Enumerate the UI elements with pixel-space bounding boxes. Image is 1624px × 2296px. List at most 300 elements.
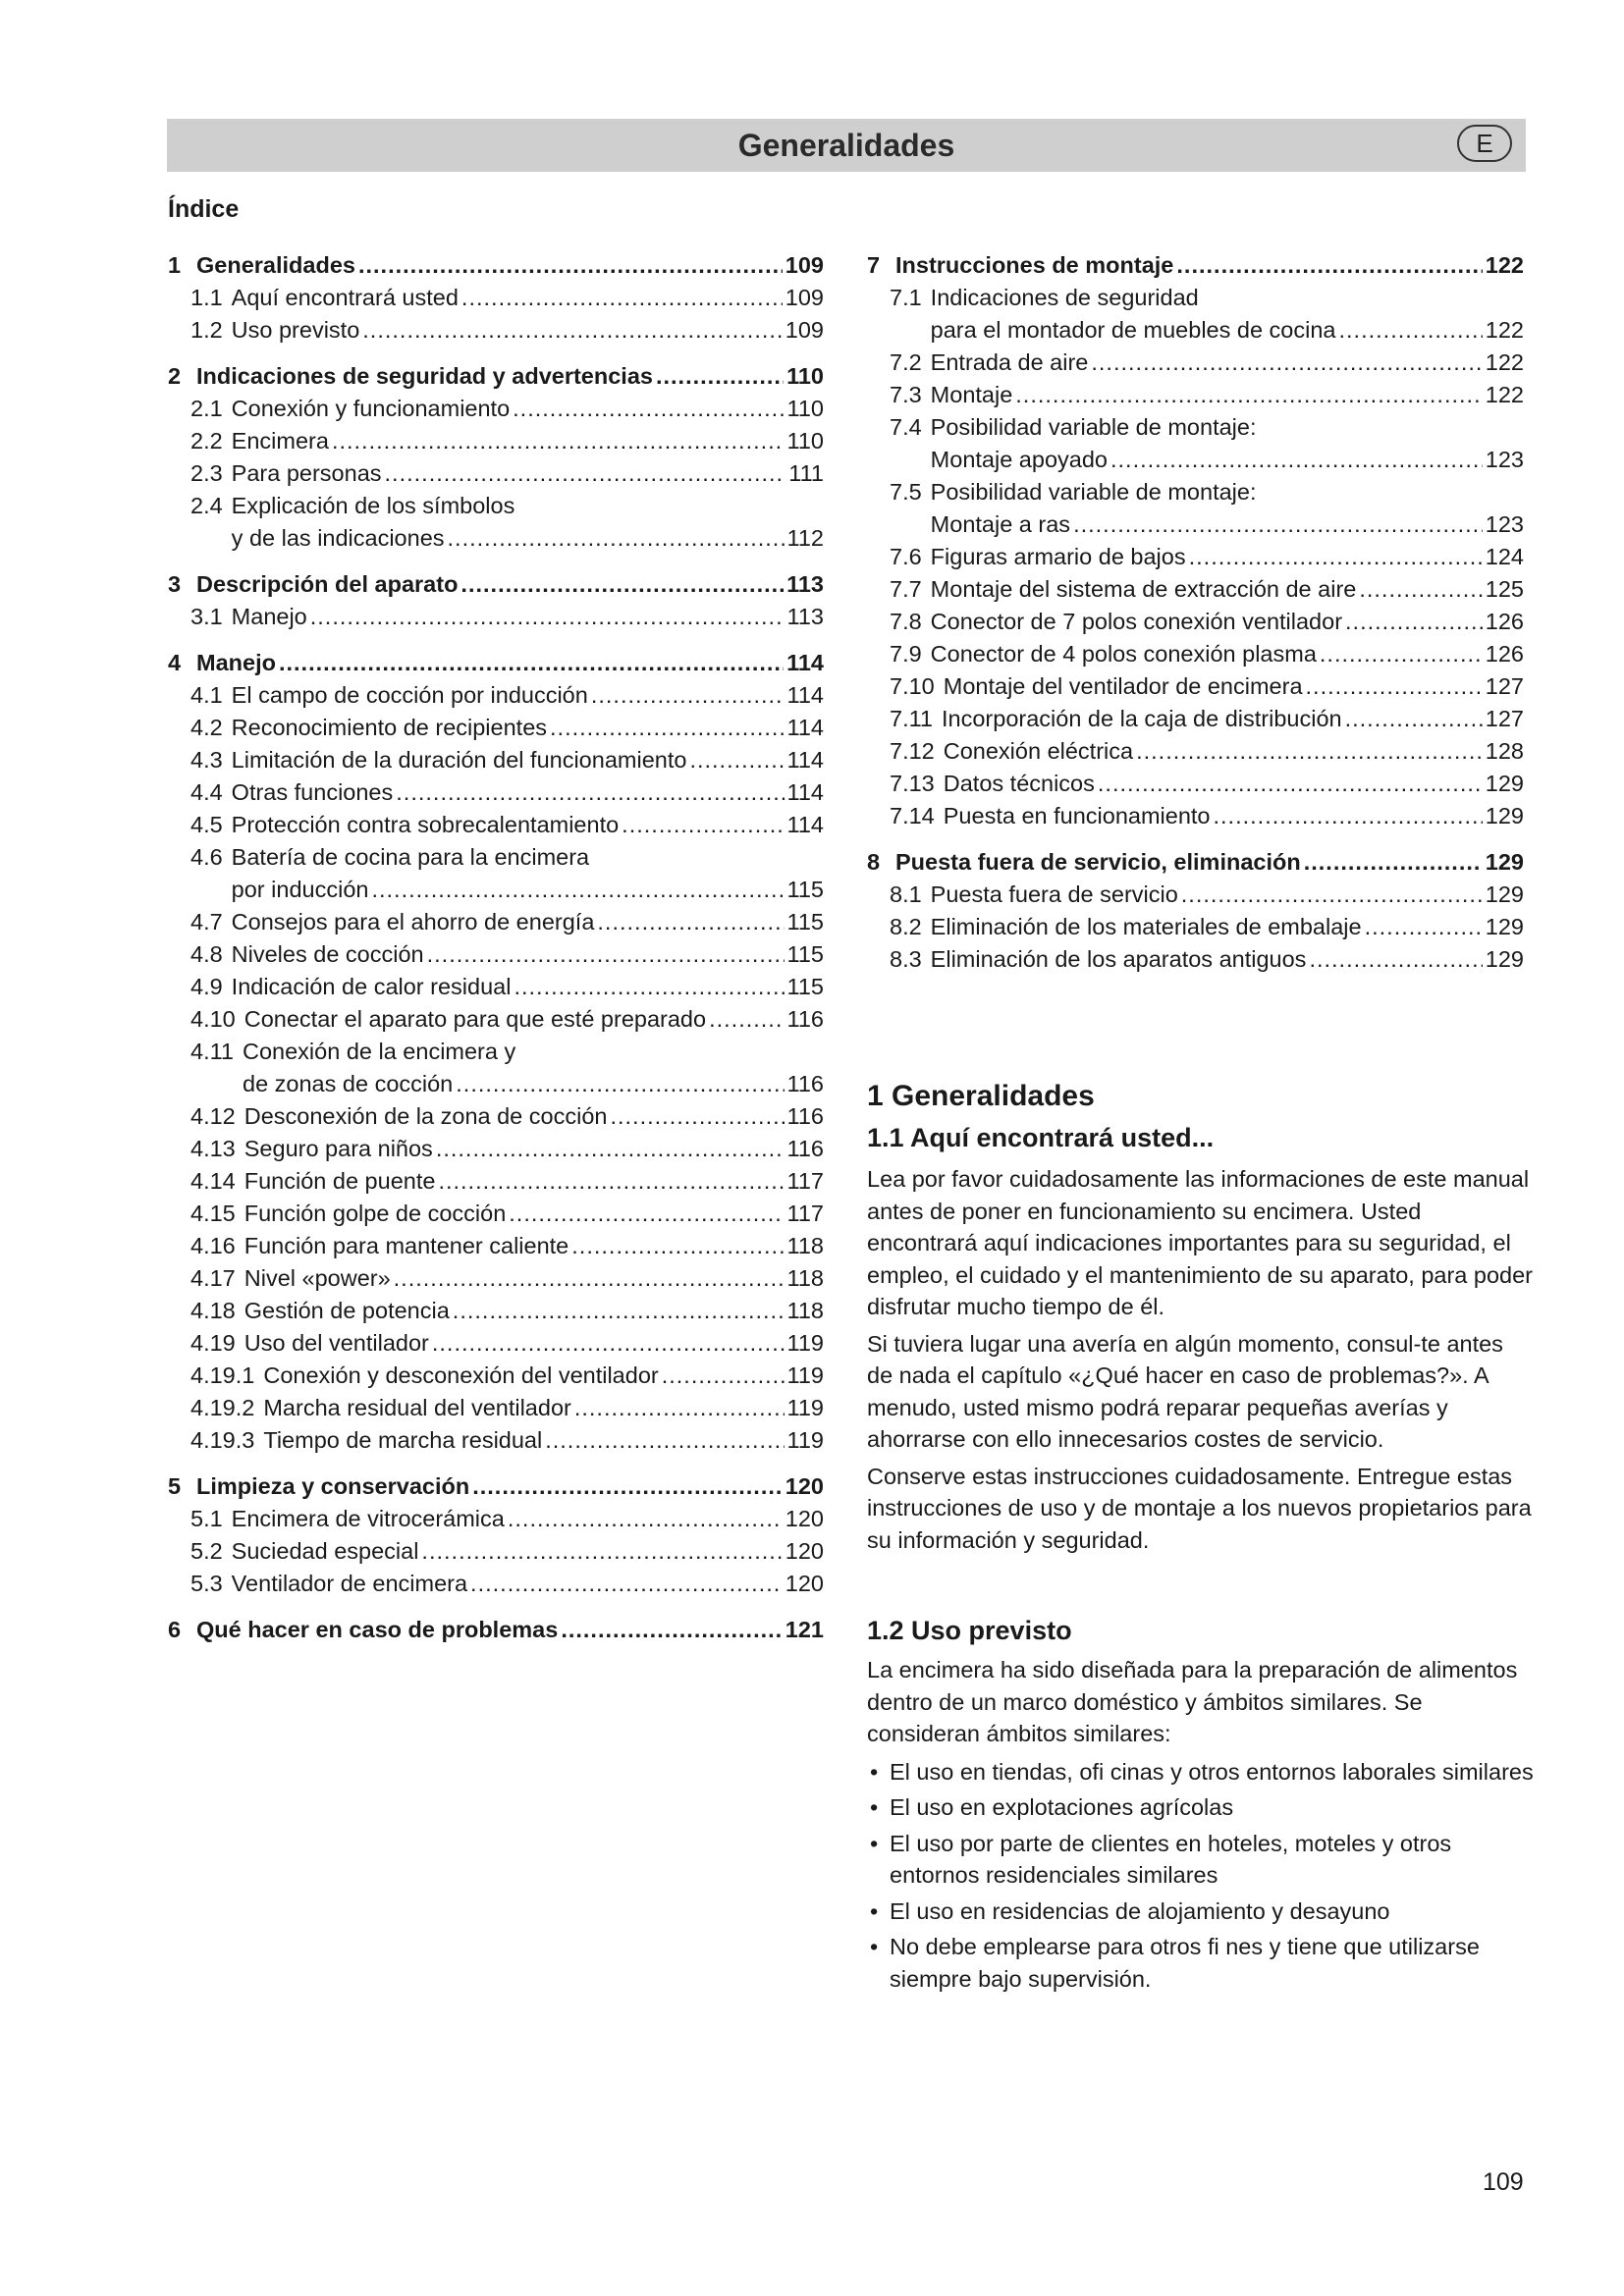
toc-number: 5.2 <box>190 1538 223 1564</box>
toc-page: 119 <box>786 1427 824 1453</box>
toc-page: 129 <box>1485 849 1524 875</box>
toc-label: Conexión eléctrica <box>943 738 1134 764</box>
toc-number: 7.14 <box>890 803 935 828</box>
toc-page: 124 <box>1485 544 1524 569</box>
paragraph: Si tuviera lugar una avería en algún momento, consul-te antes de nada el capítulo «¿Qué hacer en caso de problemas?». A menudo, usted mismo podrá reparar pequeñas averías y ahorrarse con ello innecesarios costes de servicio. <box>867 1330 1503 1452</box>
toc-entry <box>168 809 824 841</box>
toc-leader <box>453 1295 785 1327</box>
toc-entry <box>168 938 824 971</box>
toc-leader <box>436 1133 785 1165</box>
toc-entry <box>867 347 1524 379</box>
toc-leader <box>1214 800 1483 832</box>
toc-leader <box>358 249 783 282</box>
toc-chapter <box>168 1614 824 1646</box>
toc-number: 2 <box>168 363 182 389</box>
toc-entry <box>168 1165 824 1198</box>
toc-label: y de las indicaciones <box>231 525 445 551</box>
toc-page: 122 <box>1485 252 1524 278</box>
toc-page: 111 <box>788 460 824 486</box>
toc-label: Eliminación de los materiales de embalaje <box>930 914 1362 939</box>
toc-section <box>168 249 824 347</box>
toc-number: 2.3 <box>190 460 223 486</box>
toc-section <box>168 647 824 1457</box>
toc-number: 7 <box>867 252 881 278</box>
toc-entry <box>168 906 824 938</box>
toc-number: 7.11 <box>890 706 933 731</box>
toc-number: 7.3 <box>890 382 922 407</box>
toc-section <box>168 360 824 555</box>
toc-page: 114 <box>786 682 824 708</box>
toc-number: 3 <box>168 571 182 597</box>
toc-leader <box>1015 379 1483 411</box>
toc-leader <box>514 971 784 1003</box>
toc-label: por inducción <box>231 877 369 902</box>
toc-label: Limitación de la duración del funcionamiento <box>231 747 687 773</box>
toc-section <box>168 1470 824 1600</box>
toc-leader <box>310 601 785 633</box>
bullet-list <box>867 1756 1535 1996</box>
toc-leader <box>662 1360 785 1392</box>
toc-number: 7.1 <box>890 285 922 310</box>
toc-page: 114 <box>786 715 824 740</box>
toc-entry <box>168 1295 824 1327</box>
toc-number: 4.10 <box>190 1006 236 1032</box>
toc-label: Conexión de la encimera y <box>243 1039 516 1064</box>
toc-number: 1 <box>168 252 182 278</box>
toc-chapter <box>168 1470 824 1503</box>
toc-entry <box>168 490 824 522</box>
paragraph: Lea por favor cuidadosamente las informaciones de este manual antes de poner en funcionamiento su encimera. Usted encontrará aquí indicaciones importantes para su seguridad, el empleo, el cuidado y el mantenimiento de su aparato, para poder disfrutar mucho tiempo de él. <box>867 1166 1534 1319</box>
toc-entry <box>867 911 1524 943</box>
toc-entry <box>168 1036 824 1068</box>
toc-entry <box>168 393 824 425</box>
toc-number: 1.2 <box>190 317 223 343</box>
toc-label: de zonas de cocción <box>243 1071 454 1096</box>
toc-number: 4.12 <box>190 1103 236 1129</box>
toc-number: 4.6 <box>190 844 223 870</box>
language-badge: E <box>1457 125 1512 162</box>
toc-entry <box>168 1100 824 1133</box>
toc-label: Seguro para niños <box>244 1136 433 1161</box>
toc-page: 121 <box>785 1617 824 1642</box>
toc-entry <box>168 1424 824 1457</box>
toc-label: para el montador de muebles de cocina <box>930 317 1336 343</box>
toc-label: Conexión y desconexión del ventilador <box>263 1362 659 1388</box>
toc-page: 123 <box>1485 511 1524 537</box>
toc-label: Posibilidad variable de montaje: <box>930 414 1257 440</box>
toc-section <box>867 249 1524 832</box>
toc-label: Entrada de aire <box>930 349 1089 375</box>
toc-leader <box>385 457 786 490</box>
toc-page: 122 <box>1485 382 1524 407</box>
toc-number: 7.12 <box>890 738 935 764</box>
toc-page: 109 <box>785 252 824 278</box>
toc-entry <box>168 1392 824 1424</box>
toc-number: 4.1 <box>190 682 223 708</box>
toc-section <box>168 568 824 633</box>
toc-leader <box>394 1262 785 1295</box>
toc-leader <box>689 744 784 776</box>
toc-label: Ventilador de encimera <box>231 1571 468 1596</box>
toc-label: El campo de cocción por inducción <box>231 682 588 708</box>
toc-label: Función para mantener caliente <box>244 1233 569 1258</box>
toc-number: 7.2 <box>890 349 922 375</box>
list-item: • No debe emplearse para otros fi nes y tiene que utilizarse siempre bajo supervisión. <box>867 1931 1535 1995</box>
toc-number: 4.19.1 <box>190 1362 255 1388</box>
toc-page: 116 <box>786 1006 824 1032</box>
toc-number: 1.1 <box>190 285 223 310</box>
toc-number: 4.9 <box>190 974 223 999</box>
toc-leader <box>1309 943 1482 976</box>
toc-leader <box>1365 911 1483 943</box>
toc-label: Datos técnicos <box>943 771 1095 796</box>
toc-leader <box>550 712 785 744</box>
toc-leader <box>709 1003 784 1036</box>
toc-label: Tiempo de marcha residual <box>263 1427 543 1453</box>
toc-page: 122 <box>1485 349 1524 375</box>
toc-label: Manejo <box>231 604 307 629</box>
toc-number: 8.3 <box>890 946 922 972</box>
toc-entry <box>168 314 824 347</box>
toc-number: 4.11 <box>190 1039 234 1064</box>
toc-entry <box>867 703 1524 735</box>
toc-page: 110 <box>786 428 824 454</box>
toc-number: 7.13 <box>890 771 935 796</box>
toc-label: Uso del ventilador <box>244 1330 429 1356</box>
paragraph: Conserve estas instrucciones cuidadosamente. Entregue estas instrucciones de uso y de montaje a los nuevos propietarios para su información y seguridad. <box>867 1463 1532 1553</box>
toc-label: Consejos para el ahorro de energía <box>231 909 595 934</box>
toc-page: 118 <box>786 1233 824 1258</box>
toc-label: Suciedad especial <box>231 1538 419 1564</box>
toc-number: 4.19 <box>190 1330 236 1356</box>
toc-entry <box>168 1262 824 1295</box>
toc-entry <box>867 879 1524 911</box>
toc-number: 5 <box>168 1473 182 1499</box>
toc-entry <box>168 712 824 744</box>
toc-entry <box>168 1133 824 1165</box>
toc-number: 4.7 <box>190 909 223 934</box>
toc-leader <box>1338 314 1482 347</box>
toc-leader <box>1306 670 1483 703</box>
toc-page: 114 <box>786 747 824 773</box>
toc-chapter <box>168 568 824 601</box>
toc-label: Descripción del aparato <box>196 571 459 597</box>
toc-leader <box>461 282 783 314</box>
toc-entry <box>168 1327 824 1360</box>
toc-entry <box>168 425 824 457</box>
toc-leader <box>279 647 784 679</box>
toc-leader <box>1320 638 1483 670</box>
bullet-icon: • <box>870 1934 879 1959</box>
toc-leader <box>513 393 784 425</box>
toc-page: 114 <box>786 779 824 805</box>
subsection-heading: 1.1 Aquí encontrará usted... <box>867 1123 1215 1152</box>
toc-label: Aquí encontrará usted <box>231 285 459 310</box>
toc-number: 7.9 <box>890 641 922 667</box>
toc-number: 2.4 <box>190 493 223 518</box>
toc-leader <box>1181 879 1483 911</box>
toc-page: 110 <box>786 363 824 389</box>
toc-section <box>867 846 1524 976</box>
toc-number: 7.4 <box>890 414 922 440</box>
toc-label: Puesta en funcionamiento <box>943 803 1211 828</box>
toc-page: 119 <box>786 1395 824 1420</box>
toc-leader <box>574 1392 785 1424</box>
toc-label: Conector de 4 polos conexión plasma <box>930 641 1317 667</box>
toc-entry <box>168 1360 824 1392</box>
toc-leader <box>561 1614 782 1646</box>
toc-label: Montaje del sistema de extracción de aire <box>930 576 1357 602</box>
toc-page: 115 <box>786 909 824 934</box>
toc-number: 4.13 <box>190 1136 236 1161</box>
toc-label: Reconocimiento de recipientes <box>231 715 548 740</box>
toc-entry <box>168 1503 824 1535</box>
toc-leader <box>656 360 784 393</box>
toc-number: 8.2 <box>890 914 922 939</box>
toc-page: 114 <box>786 812 824 837</box>
toc-page: 116 <box>786 1136 824 1161</box>
toc-label: Batería de cocina para la encimera <box>231 844 590 870</box>
toc-page: 119 <box>786 1330 824 1356</box>
toc-number: 4.17 <box>190 1265 236 1291</box>
toc-number: 4.14 <box>190 1168 236 1194</box>
toc-leader <box>1136 735 1483 768</box>
toc-page: 114 <box>786 650 824 675</box>
toc-chapter <box>168 249 824 282</box>
toc-page: 120 <box>785 1571 824 1596</box>
list-item: • El uso en explotaciones agrícolas <box>867 1791 1535 1824</box>
toc-leader <box>448 522 785 555</box>
toc-label: Figuras armario de bajos <box>930 544 1186 569</box>
toc-page: 127 <box>1485 706 1524 731</box>
toc-entry <box>867 476 1524 508</box>
toc-page: 122 <box>1485 317 1524 343</box>
page-title: Generalidades <box>737 128 955 163</box>
toc-entry <box>867 411 1524 444</box>
toc-entry <box>867 314 1524 347</box>
list-item: • El uso por parte de clientes en hoteles, moteles y otros entornos residenciales similares <box>867 1828 1535 1892</box>
toc-chapter <box>867 249 1524 282</box>
toc-entry <box>867 670 1524 703</box>
toc-label: Indicaciones de seguridad <box>930 285 1199 310</box>
toc-label: Niveles de cocción <box>231 941 424 967</box>
toc-entry <box>867 508 1524 541</box>
page-number: 109 <box>1483 2168 1524 2196</box>
toc-page: 118 <box>786 1265 824 1291</box>
toc-leader <box>545 1424 784 1457</box>
toc-label: Explicación de los símbolos <box>231 493 515 518</box>
toc-entry <box>867 379 1524 411</box>
toc-number: 4.2 <box>190 715 223 740</box>
list-item: • El uso en residencias de alojamiento y desayuno <box>867 1896 1535 1928</box>
toc-label: Limpieza y conservación <box>196 1473 470 1499</box>
toc-number: 4 <box>168 650 182 675</box>
toc-leader <box>597 906 784 938</box>
toc-page: 115 <box>786 877 824 902</box>
toc-leader <box>571 1230 784 1262</box>
subsection-heading: 1.2 Uso previsto <box>867 1616 1072 1645</box>
toc-entry <box>168 457 824 490</box>
toc-entry <box>168 1230 824 1262</box>
toc-leader <box>432 1327 785 1360</box>
toc-page: 120 <box>785 1538 824 1564</box>
toc-entry <box>168 679 824 712</box>
toc-number: 2.2 <box>190 428 223 454</box>
toc-leader <box>1110 444 1483 476</box>
toc-label: Indicación de calor residual <box>231 974 512 999</box>
toc-label: Instrucciones de montaje <box>895 252 1174 278</box>
toc-right-column <box>867 249 1524 989</box>
bullet-icon: • <box>870 1830 879 1856</box>
toc-entry <box>867 444 1524 476</box>
toc-page: 115 <box>786 974 824 999</box>
toc-number: 5.3 <box>190 1571 223 1596</box>
toc-left-column <box>168 249 824 1660</box>
toc-label: Función golpe de cocción <box>244 1201 507 1226</box>
toc-number: 7.6 <box>890 544 922 569</box>
toc-label: Conectar el aparato para que esté preparado <box>244 1006 707 1032</box>
bullet-icon: • <box>870 1794 879 1820</box>
toc-page: 123 <box>1485 447 1524 472</box>
toc-number: 2.1 <box>190 396 223 421</box>
toc-leader <box>470 1568 783 1600</box>
toc-label: Otras funciones <box>231 779 394 805</box>
toc-entry <box>168 1198 824 1230</box>
toc-page: 116 <box>786 1071 824 1096</box>
toc-entry <box>867 768 1524 800</box>
toc-label: Desconexión de la zona de cocción <box>244 1103 608 1129</box>
toc-label: Uso previsto <box>231 317 360 343</box>
toc-number: 5.1 <box>190 1506 223 1531</box>
toc-number: 4.4 <box>190 779 223 805</box>
toc-number: 7.7 <box>890 576 922 602</box>
toc-leader <box>438 1165 784 1198</box>
toc-label: Conexión y funcionamiento <box>231 396 511 421</box>
toc-label: Posibilidad variable de montaje: <box>930 479 1257 505</box>
toc-label: Marcha residual del ventilador <box>263 1395 571 1420</box>
toc-number: 8.1 <box>890 881 922 907</box>
toc-page: 119 <box>786 1362 824 1388</box>
toc-label: Conector de 7 polos conexión ventilador <box>930 609 1343 634</box>
toc-number: 3.1 <box>190 604 223 629</box>
toc-page: 110 <box>786 396 824 421</box>
toc-leader <box>1091 347 1482 379</box>
toc-entry <box>168 1568 824 1600</box>
toc-chapter <box>867 846 1524 879</box>
toc-page: 109 <box>785 285 824 310</box>
toc-leader <box>371 874 784 906</box>
toc-label: Protección contra sobrecalentamiento <box>231 812 620 837</box>
toc-leader <box>509 1198 784 1230</box>
toc-leader <box>1073 508 1483 541</box>
toc-entry <box>168 1535 824 1568</box>
toc-leader <box>427 938 785 971</box>
toc-chapter <box>168 647 824 679</box>
bullet-icon: • <box>870 1897 879 1924</box>
toc-leader <box>622 809 784 841</box>
toc-page: 120 <box>785 1506 824 1531</box>
toc-page: 115 <box>786 941 824 967</box>
toc-entry <box>867 735 1524 768</box>
toc-entry <box>168 874 824 906</box>
toc-label: Nivel «power» <box>244 1265 391 1291</box>
toc-entry <box>168 601 824 633</box>
toc-page: 128 <box>1485 738 1524 764</box>
toc-label: Gestión de potencia <box>244 1298 450 1323</box>
toc-label: Qué hacer en caso de problemas <box>196 1617 559 1642</box>
toc-entry <box>168 522 824 555</box>
toc-entry <box>867 638 1524 670</box>
toc-label: Incorporación de la caja de distribución <box>942 706 1342 731</box>
toc-leader <box>1176 249 1482 282</box>
toc-number: 8 <box>867 849 881 875</box>
toc-leader <box>1359 573 1482 606</box>
index-heading: Índice <box>168 195 240 223</box>
toc-label: Montaje <box>930 382 1013 407</box>
toc-number: 4.18 <box>190 1298 236 1323</box>
toc-label: Puesta fuera de servicio <box>930 881 1178 907</box>
toc-number: 4.3 <box>190 747 223 773</box>
toc-number: 4.19.3 <box>190 1427 255 1453</box>
toc-page: 129 <box>1485 771 1524 796</box>
toc-leader <box>591 679 785 712</box>
toc-page: 129 <box>1485 881 1524 907</box>
toc-leader <box>610 1100 784 1133</box>
toc-entry <box>867 606 1524 638</box>
toc-leader <box>472 1470 783 1503</box>
toc-entry <box>867 541 1524 573</box>
bullet-icon: • <box>870 1758 879 1785</box>
toc-leader <box>508 1503 783 1535</box>
toc-page: 120 <box>785 1473 824 1499</box>
section-1-2 <box>867 1616 1535 1999</box>
toc-page: 118 <box>786 1298 824 1323</box>
toc-page: 116 <box>786 1103 824 1129</box>
toc-leader <box>421 1535 782 1568</box>
toc-entry <box>168 776 824 809</box>
toc-number: 4.19.2 <box>190 1395 255 1420</box>
toc-label: Montaje apoyado <box>930 447 1108 472</box>
toc-page: 113 <box>786 604 824 629</box>
toc-number: 4.8 <box>190 941 223 967</box>
toc-leader <box>1304 846 1483 879</box>
toc-leader <box>332 425 785 457</box>
paragraph: La encimera ha sido diseñada para la preparación de alimentos dentro de un marco doméstico y ámbitos similares. Se consideran ámbitos similares: <box>867 1657 1518 1746</box>
toc-number: 4.16 <box>190 1233 236 1258</box>
toc-label: Indicaciones de seguridad y advertencias <box>196 363 653 389</box>
toc-label: Para personas <box>231 460 382 486</box>
toc-number: 4.15 <box>190 1201 236 1226</box>
toc-label: Montaje del ventilador de encimera <box>943 673 1303 699</box>
toc-page: 126 <box>1485 609 1524 634</box>
section-heading: 1 Generalidades <box>867 1080 1095 1112</box>
toc-leader <box>1345 606 1483 638</box>
toc-entry <box>867 800 1524 832</box>
toc-number: 4.5 <box>190 812 223 837</box>
toc-leader <box>396 776 784 809</box>
toc-label: Encimera de vitrocerámica <box>231 1506 505 1531</box>
toc-entry <box>867 573 1524 606</box>
toc-entry <box>168 1003 824 1036</box>
toc-label: Manejo <box>196 650 276 675</box>
toc-number: 7.5 <box>890 479 922 505</box>
toc-entry <box>867 943 1524 976</box>
toc-page: 112 <box>786 525 824 551</box>
toc-page: 117 <box>786 1168 824 1194</box>
toc-page: 127 <box>1485 673 1524 699</box>
toc-entry <box>168 1068 824 1100</box>
toc-leader <box>456 1068 784 1100</box>
